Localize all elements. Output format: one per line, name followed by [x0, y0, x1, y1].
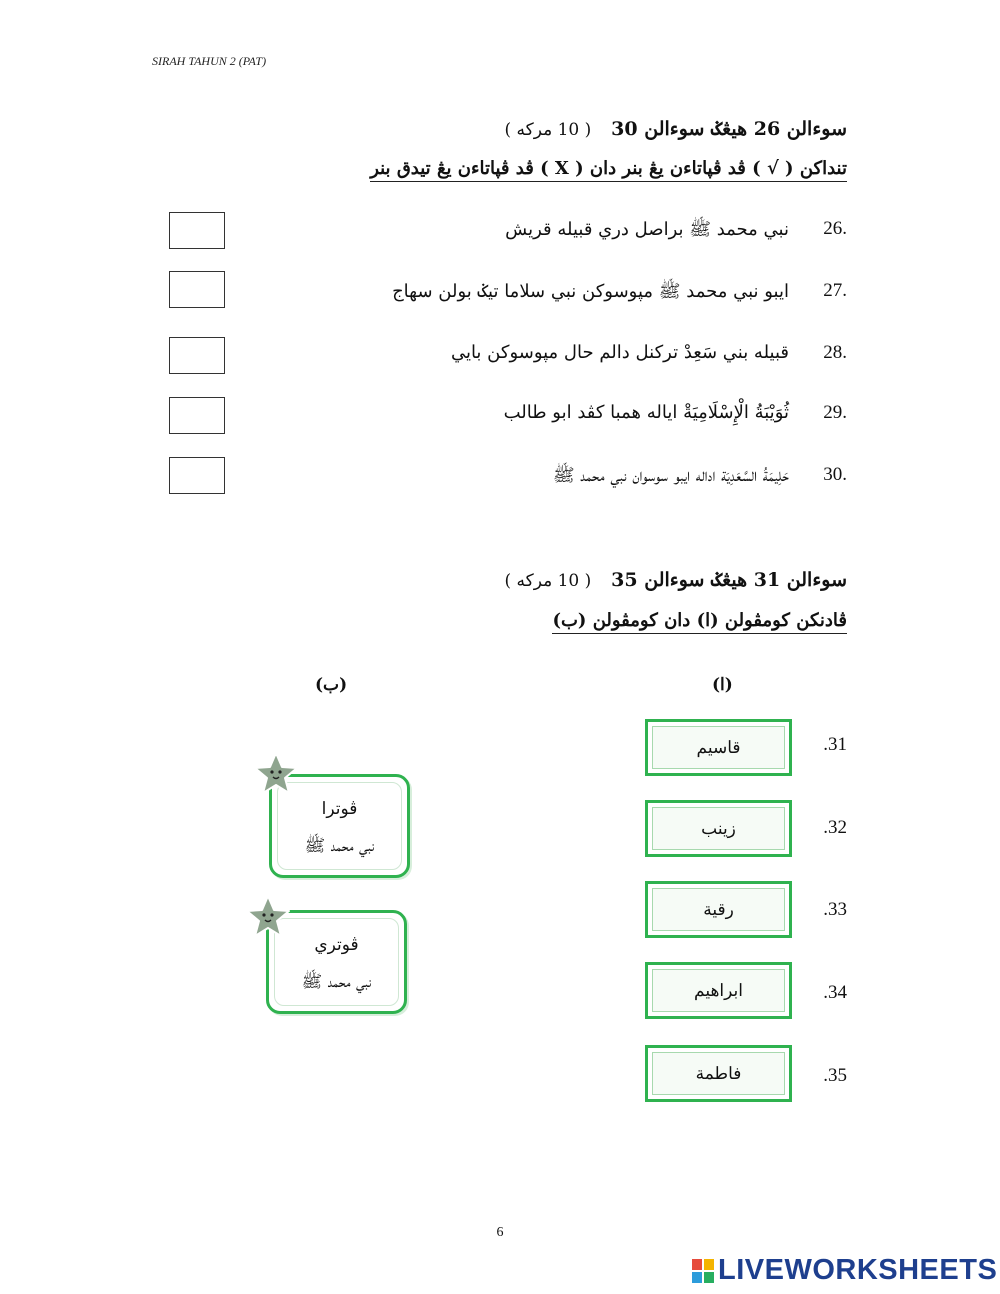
question-text: ثُوَيْبَةُ الْإِسْلَامِيَةْ اياله همبا كڤد ابو طالب: [503, 402, 789, 423]
match-item-label: زينب: [652, 807, 785, 850]
item-number-33: .33: [823, 899, 847, 920]
match-item-label: رقية: [652, 888, 785, 931]
page-number: 6: [496, 1225, 504, 1240]
section1-instruction: تنداكن ( √ ) ڤد ڤپاتاءن يڠ بنر دان ( X ) ڤد ڤپاتاءن يڠ تيدق بنر: [370, 158, 847, 182]
answer-box-29[interactable]: [169, 397, 225, 434]
target-line1: ڤوتري: [314, 935, 359, 955]
item-number-32: .32: [823, 817, 847, 838]
match-item-34[interactable]: [645, 962, 792, 1019]
match-item-31[interactable]: [645, 719, 792, 776]
section2-marks: ( 10 مركه ): [504, 571, 592, 591]
question-number: 29.: [823, 402, 847, 423]
question-row-27: [147, 280, 847, 310]
match-item-label: فاطمة: [652, 1052, 785, 1095]
match-item-label: ابراهيم: [652, 969, 785, 1012]
column-a-heading: (ا): [712, 675, 733, 695]
question-number: 27.: [823, 280, 847, 301]
match-item-35[interactable]: [645, 1045, 792, 1102]
item-number-35: .35: [823, 1065, 847, 1086]
question-text: حَلِيمَةُ السَّعَدِيَة اداله ايبو سوسوان نبي محمد ﷺ: [552, 465, 789, 486]
question-text: قبيله بني سَعِدْ تركنل دالم حال مپوسوكن بايي: [450, 342, 789, 363]
section1-title: [504, 118, 847, 140]
target-line2: نبي محمد ﷺ: [301, 972, 372, 992]
item-number-31: .31: [823, 734, 847, 755]
question-number: 30.: [823, 464, 847, 485]
section2-instruction: ڤادنكن كومڤولن (ا) دان كومڤولن (ب): [552, 610, 847, 634]
logo-icon: [692, 1259, 714, 1283]
page-header: SIRAH TAHUN 2 (PAT): [152, 54, 267, 68]
section1-title-text: سوءالن 26 هيڠݢ سوءالن 30: [611, 118, 847, 140]
question-number: 26.: [823, 218, 847, 239]
brand-name: LIVEWORKSHEETS: [718, 1254, 998, 1286]
section1-marks: ( 10 مركه ): [504, 120, 592, 140]
target-line1: ڤوترا: [321, 799, 358, 819]
item-number-34: .34: [823, 982, 847, 1003]
answer-box-28[interactable]: [169, 337, 225, 374]
star-icon: [244, 893, 292, 941]
question-row-29: [147, 402, 847, 432]
match-item-32[interactable]: [645, 800, 792, 857]
liveworksheets-logo: [692, 1254, 997, 1287]
column-b-heading: (ب): [315, 675, 348, 695]
section2-title: [504, 569, 847, 591]
match-item-33[interactable]: [645, 881, 792, 938]
answer-box-27[interactable]: [169, 271, 225, 308]
target-line2: نبي محمد ﷺ: [304, 836, 375, 856]
question-row-28: [147, 342, 847, 372]
question-text: ايبو نبي محمد ﷺ مپوسوكن نبي سلاما تيݢ بولن سهاج: [392, 281, 789, 302]
question-row-26: [147, 218, 847, 248]
question-row-30: [147, 464, 847, 494]
question-text: نبي محمد ﷺ براصل دري قبيله قريش: [505, 219, 789, 240]
star-icon: [252, 750, 300, 798]
section2-title-text: سوءالن 31 هيڠݢ سوءالن 35: [611, 569, 847, 591]
answer-box-30[interactable]: [169, 457, 225, 494]
question-number: 28.: [823, 342, 847, 363]
answer-box-26[interactable]: [169, 212, 225, 249]
match-item-label: قاسيم: [652, 726, 785, 769]
